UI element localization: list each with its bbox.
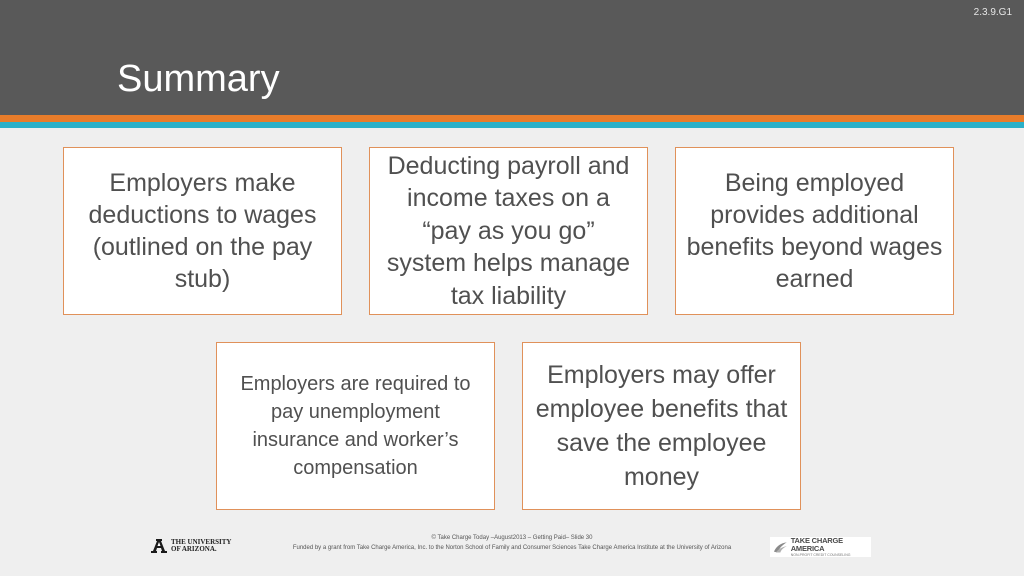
summary-box-text: Employers make deductions to wages (outlined on the pay stub) (88, 169, 317, 293)
ua-logo-line2: OF ARIZONA. (171, 545, 217, 553)
summary-box-1 (63, 147, 342, 315)
tca-logo-tagline: NON-PROFIT CREDIT COUNSELING (790, 553, 851, 557)
summary-box-text: Deducting payroll and income taxes on a “pay as you go” system helps manage tax liability (386, 151, 631, 310)
summary-box-3 (675, 147, 954, 315)
slide-title: Summary (117, 58, 280, 100)
take-charge-america-logo (770, 537, 871, 557)
summary-box-text: Being employed provides additional benefits beyond wages earned (686, 169, 943, 293)
header-bar (0, 0, 1024, 115)
slide-code: 2.3.9.G1 (973, 7, 1012, 18)
summary-box-text: Employers may offer employee benefits that save the employee money (535, 361, 788, 491)
summary-box-text: Employers are required to pay unemployment insurance and worker’s compensation (240, 373, 471, 479)
footer-funding: Funded by a grant from Take Charge America, Inc. to the Norton School of Family and Consumer Sciences Take Charge America Institute at the University of Arizona (292, 545, 732, 551)
footer-copyright: © Take Charge Today –August2013 – Getting Paid– Slide 30 (431, 535, 593, 541)
summary-box-5 (522, 342, 801, 510)
tca-logo-name: TAKE CHARGE AMERICA (790, 536, 843, 553)
ua-logo-line1: THE UNIVERSITY (171, 538, 232, 546)
tca-swoosh-icon (773, 540, 788, 554)
summary-box-4 (216, 342, 495, 510)
accent-stripe-teal (0, 122, 1024, 128)
accent-stripe-orange (0, 115, 1024, 122)
summary-box-2 (369, 147, 648, 315)
